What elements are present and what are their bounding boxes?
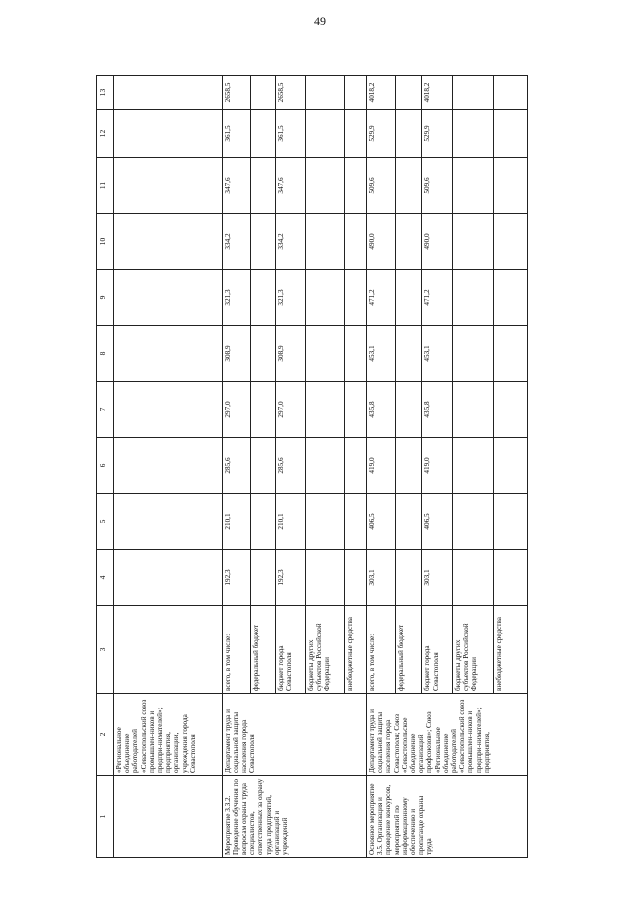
value-cell: 406,5 bbox=[422, 494, 452, 550]
value-cell: 509,6 bbox=[422, 158, 452, 214]
measure-3-3-2-executor-cell: Департамент труда и социальной защиты населения города Севастополя bbox=[222, 694, 366, 776]
value-cell: 529,9 bbox=[366, 110, 395, 158]
value-cell bbox=[345, 214, 367, 270]
value-cell bbox=[493, 438, 527, 494]
value-cell bbox=[250, 438, 276, 494]
value-cell bbox=[250, 214, 276, 270]
value-cell: 419,0 bbox=[366, 438, 395, 494]
value-cell bbox=[305, 550, 345, 606]
source-label: бюджет города Севастополя bbox=[422, 606, 452, 694]
value-cell bbox=[345, 382, 367, 438]
value-cell bbox=[395, 550, 421, 606]
value-cell bbox=[452, 550, 493, 606]
value-cell bbox=[305, 326, 345, 382]
value-cell bbox=[452, 382, 493, 438]
value-cell bbox=[452, 76, 493, 110]
value-cell: 308,9 bbox=[276, 326, 305, 382]
value-cell: 210,1 bbox=[276, 494, 305, 550]
value-cell bbox=[395, 214, 421, 270]
value-cell bbox=[305, 76, 345, 110]
value-cell bbox=[395, 76, 421, 110]
value-cell bbox=[452, 110, 493, 158]
empty-cell bbox=[114, 606, 223, 694]
value-cell: 285,6 bbox=[222, 438, 250, 494]
column-header-13: 13 bbox=[97, 76, 114, 110]
source-label: внебюджетные средства bbox=[493, 606, 527, 694]
source-label: федеральный бюджет bbox=[395, 606, 421, 694]
value-cell bbox=[493, 76, 527, 110]
value-cell: 192,3 bbox=[276, 550, 305, 606]
value-cell bbox=[452, 438, 493, 494]
value-cell bbox=[452, 326, 493, 382]
measure-3-3-2-measure-cell: Мероприятие 3.3.2. Проведение обучения по вопросам охраны труда специалистов, ответственных за охрану труда предприятий, организаций и учреждений bbox=[222, 776, 366, 858]
value-cell: 297,0 bbox=[276, 382, 305, 438]
value-cell: 361,5 bbox=[276, 110, 305, 158]
value-cell: 2658,5 bbox=[222, 76, 250, 110]
value-cell: 453,1 bbox=[422, 326, 452, 382]
column-header-3: 3 bbox=[97, 606, 114, 694]
source-label: бюджет города Севастополя bbox=[276, 606, 305, 694]
value-cell: 509,6 bbox=[366, 158, 395, 214]
empty-cell bbox=[114, 158, 223, 214]
value-cell: 490,0 bbox=[422, 214, 452, 270]
value-cell: 334,2 bbox=[276, 214, 305, 270]
value-cell: 4018,2 bbox=[422, 76, 452, 110]
value-cell: 347,6 bbox=[222, 158, 250, 214]
value-cell bbox=[345, 76, 367, 110]
value-cell: 471,2 bbox=[366, 270, 395, 326]
value-cell bbox=[305, 494, 345, 550]
page-number: 49 bbox=[314, 14, 326, 28]
rotated-table-wrapper bbox=[96, 76, 528, 858]
value-cell bbox=[345, 270, 367, 326]
value-cell bbox=[250, 158, 276, 214]
source-label: бюджеты других субъектов Российской Федерации bbox=[452, 606, 493, 694]
value-cell: 308,9 bbox=[222, 326, 250, 382]
value-cell: 334,2 bbox=[222, 214, 250, 270]
value-cell bbox=[250, 110, 276, 158]
value-cell bbox=[250, 382, 276, 438]
value-cell bbox=[250, 550, 276, 606]
source-label: федеральный бюджет bbox=[250, 606, 276, 694]
value-cell: 210,1 bbox=[222, 494, 250, 550]
value-cell bbox=[250, 76, 276, 110]
empty-cell bbox=[114, 494, 223, 550]
value-cell: 192,3 bbox=[222, 550, 250, 606]
column-header-6: 6 bbox=[97, 438, 114, 494]
value-cell: 303,1 bbox=[422, 550, 452, 606]
empty-cell bbox=[114, 214, 223, 270]
empty-cell bbox=[114, 382, 223, 438]
value-cell bbox=[493, 326, 527, 382]
value-cell bbox=[305, 438, 345, 494]
value-cell bbox=[305, 214, 345, 270]
empty-cell bbox=[114, 270, 223, 326]
value-cell: 529,9 bbox=[422, 110, 452, 158]
value-cell bbox=[395, 494, 421, 550]
value-cell bbox=[452, 158, 493, 214]
value-cell bbox=[493, 550, 527, 606]
value-cell bbox=[345, 494, 367, 550]
value-cell bbox=[305, 270, 345, 326]
source-label: внебюджетные средства bbox=[345, 606, 367, 694]
value-cell: 490,0 bbox=[366, 214, 395, 270]
empty-cell bbox=[114, 110, 223, 158]
column-header-2: 2 bbox=[97, 694, 114, 776]
measure-3-5-executor-cell: Департамент труда и социальной защиты населения города Севастополя; Союз «Севастопольское объединение организаций профсоюзов»; Союз «Региональное объединение работодателей «Севастопольский союз промышлен-ников и предпри-нимателей»; предприятия, bbox=[366, 694, 527, 776]
value-cell bbox=[305, 158, 345, 214]
value-cell bbox=[250, 326, 276, 382]
value-cell: 471,2 bbox=[422, 270, 452, 326]
value-cell bbox=[493, 270, 527, 326]
value-cell bbox=[345, 438, 367, 494]
source-label: всего, в том числе: bbox=[366, 606, 395, 694]
value-cell: 321,3 bbox=[222, 270, 250, 326]
column-header-7: 7 bbox=[97, 382, 114, 438]
empty-cell bbox=[114, 326, 223, 382]
measure-cell-empty bbox=[114, 776, 223, 858]
value-cell bbox=[395, 158, 421, 214]
value-cell bbox=[395, 270, 421, 326]
column-header-9: 9 bbox=[97, 270, 114, 326]
measure-3-5-measure-cell: Основное мероприятие 3.5. Организация и проведение конкурсов, мероприятий по информационному обеспечению и пропаганде охраны труда bbox=[366, 776, 527, 858]
value-cell bbox=[345, 550, 367, 606]
value-cell: 453,1 bbox=[366, 326, 395, 382]
column-header-5: 5 bbox=[97, 494, 114, 550]
budget-table bbox=[96, 75, 528, 858]
value-cell: 2658,5 bbox=[276, 76, 305, 110]
empty-cell bbox=[114, 438, 223, 494]
header-row bbox=[97, 76, 114, 858]
value-cell: 321,3 bbox=[276, 270, 305, 326]
executor-cell: «Региональное объединение работодателей «Севастопольский союз промышлен-ников и предпри-нимателей»; предприятия, организации, учреждения города Севастополя bbox=[114, 694, 223, 776]
column-header-10: 10 bbox=[97, 214, 114, 270]
table-row bbox=[222, 76, 250, 858]
empty-cell bbox=[114, 550, 223, 606]
value-cell bbox=[395, 326, 421, 382]
value-cell bbox=[395, 110, 421, 158]
value-cell bbox=[452, 494, 493, 550]
value-cell bbox=[452, 214, 493, 270]
value-cell bbox=[345, 326, 367, 382]
value-cell bbox=[493, 214, 527, 270]
value-cell bbox=[452, 270, 493, 326]
column-header-8: 8 bbox=[97, 326, 114, 382]
value-cell: 4018,2 bbox=[366, 76, 395, 110]
value-cell bbox=[395, 438, 421, 494]
value-cell bbox=[395, 382, 421, 438]
value-cell: 285,6 bbox=[276, 438, 305, 494]
value-cell: 406,5 bbox=[366, 494, 395, 550]
value-cell: 361,5 bbox=[222, 110, 250, 158]
value-cell bbox=[493, 494, 527, 550]
table-row bbox=[366, 76, 395, 858]
value-cell bbox=[305, 110, 345, 158]
continuation-row bbox=[114, 76, 223, 858]
value-cell bbox=[250, 494, 276, 550]
empty-cell bbox=[114, 76, 223, 110]
source-label: всего, в том числе: bbox=[222, 606, 250, 694]
value-cell: 303,1 bbox=[366, 550, 395, 606]
column-header-1: 1 bbox=[97, 776, 114, 858]
value-cell bbox=[345, 110, 367, 158]
value-cell: 435,8 bbox=[422, 382, 452, 438]
value-cell bbox=[493, 382, 527, 438]
column-header-4: 4 bbox=[97, 550, 114, 606]
value-cell bbox=[493, 110, 527, 158]
value-cell bbox=[493, 158, 527, 214]
column-header-11: 11 bbox=[97, 158, 114, 214]
value-cell: 347,6 bbox=[276, 158, 305, 214]
value-cell: 435,8 bbox=[366, 382, 395, 438]
value-cell bbox=[345, 158, 367, 214]
value-cell bbox=[305, 382, 345, 438]
value-cell bbox=[250, 270, 276, 326]
source-label: бюджеты других субъектов Российской Федерации bbox=[305, 606, 345, 694]
column-header-12: 12 bbox=[97, 110, 114, 158]
value-cell: 297,0 bbox=[222, 382, 250, 438]
value-cell: 419,0 bbox=[422, 438, 452, 494]
